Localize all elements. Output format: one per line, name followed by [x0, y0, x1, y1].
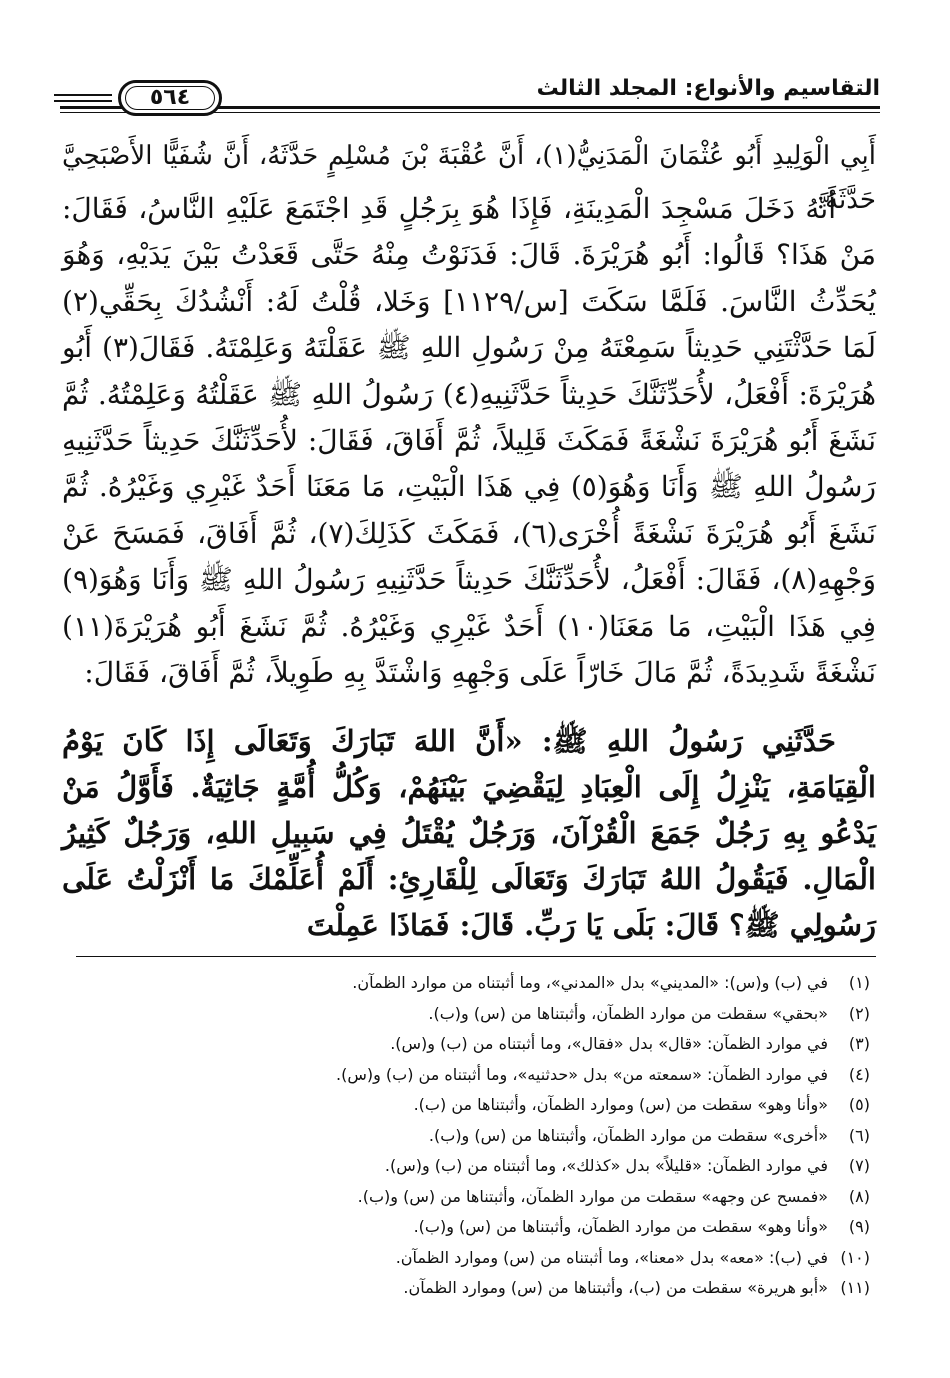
footnote-text: في موارد الظمآن: «قليلاً» بدل «كذلك»، وما أثبتناه من (ب) و(س). — [384, 1156, 828, 1175]
footnote-number: (٧) — [848, 1156, 870, 1175]
footnote — [90, 1090, 870, 1121]
footnote-text: «أخرى» سقطت من موارد الظمآن، وأثبتناها من (س) و(ب). — [428, 1125, 828, 1145]
footnote-number: (٢) — [848, 1003, 870, 1023]
footnote — [90, 1121, 870, 1152]
footnote — [90, 1273, 870, 1304]
footnote — [90, 999, 870, 1030]
page-number: ٥٦٤ — [149, 85, 191, 110]
footnote-number: (١١) — [840, 1278, 870, 1297]
footnote-separator — [76, 956, 876, 957]
footnote-text: في موارد الظمآن: «قال» بدل «فقال»، وما أثبتناه من (ب) و(س). — [390, 1034, 828, 1053]
footnote — [90, 1060, 870, 1091]
footnote-text: «أبو هريرة» سقطت من (ب)، وأثبتناها من (س) وموارد الظمآن. — [403, 1278, 828, 1297]
footnote — [90, 1212, 870, 1243]
footnote-text: «بحقي» سقطت من موارد الظمآن، وأثبتناها من (س) و(ب). — [428, 1003, 828, 1023]
footnote-number: (٦) — [848, 1125, 870, 1145]
narration-paragraph — [62, 186, 876, 696]
narration-text: أَنَّهُ دَخَلَ مَسْجِدَ الْمَدِينَةِ، فَإِذَا هُوَ بِرَجُلٍ قَدِ اجْتَمَعَ عَلَيْهِ النَّاسُ، فَقَالَ: مَنْ هَذَا؟ قَالُوا: أَبُو هُرَيْرَةَ. قَالَ: فَدَنَوْتُ مِنْهُ حَتَّى قَعَدْتُ بَيْنَ يَدَيْهِ، وَهُوَ يُحَدِّثُ النَّاسَ. فَلَمَّا سَكَتَ [س/١١٢٩] وَخَلا، قُلْتُ لَهُ: أَنْشُدُكَ بِحَقِّي(٢) لَمَا حَدَّثْتَنِي حَدِيثاً سَمِعْتَهُ مِنْ رَسُولِ اللهِ ﷺ عَقَلْتَهُ وَعَلِمْتَهُ. فَقَالَ(٣) أَبُو هُرَيْرَةَ: أَفْعَلُ، لأُحَدِّثَنَّكَ حَدِيثاً حَدَّثَنِيهِ(٤) رَسُولُ اللهِ ﷺ عَقَلْتُهُ وَعَلِمْتُهُ. ثُمَّ نَشَغَ أَبُو هُرَيْرَةَ نَشْغَةً فَمَكَثَ قَلِيلاً، ثُمَّ أَفَاقَ، فَقَالَ: لأُحَدِّثَنَّكَ حَدِيثاً حَدَّثَنِيهِ رَسُولُ اللهِ ﷺ وَأَنَا وَهُوَ(٥) فِي هَذَا الْبَيْتِ، مَا مَعَنَا أَحَدٌ غَيْرِي وَغَيْرُهُ. ثُمَّ نَشَغَ أَبُو هُرَيْرَةَ نَشْغَةً أُخْرَى(٦)، فَمَكَثَ كَذَلِكَ(٧)، ثُمَّ أَفَاقَ، فَمَسَحَ عَنْ وَجْهِهِ(٨)، فَقَالَ: أَفْعَلُ، لأُحَدِّثَنَّكَ حَدِيثاً حَدَّثَنِيهِ رَسُولُ اللهِ ﷺ وَأَنَا وَهُوَ(٩) فِي هَذَا الْبَيْتِ، مَا مَعَنَا(١٠) أَحَدٌ غَيْرِي وَغَيْرُهُ. ثُمَّ نَشَغَ أَبُو هُرَيْرَةَ(١١) نَشْغَةً شَدِيدَةً، ثُمَّ مَالَ خَارّاً عَلَى وَجْهِهِ وَاشْتَدَّ بِهِ طَوِيلاً، ثُمَّ أَفَاقَ، فَقَالَ: — [62, 192, 877, 690]
footnote — [90, 1243, 870, 1274]
hadith-paragraph — [62, 718, 876, 948]
footnote — [90, 1151, 870, 1182]
footnote-text: في (ب): «معه» بدل «معنا»، وما أثبتناه من (س) وموارد الظمآن. — [395, 1247, 828, 1267]
hadith-text: حَدَّثَنِي رَسُولُ اللهِ ﷺ: «أَنَّ اللهَ تَبَارَكَ وَتَعَالَى إِذَا كَانَ يَوْمُ الْقِيَامَةِ، يَنْزِلُ إِلَى الْعِبَادِ لِيَقْضِيَ بَيْنَهُمْ، وَكُلُّ أُمَّةٍ جَاثِيَةٌ. فَأَوَّلُ مَنْ يَدْعُو بِهِ رَجُلٌ جَمَعَ الْقُرْآنَ، وَرَجُلٌ يُقْتَلُ فِي سَبِيلِ اللهِ، وَرَجُلٌ كَثِيرُ الْمَالِ. فَيَقُولُ اللهُ تَبَارَكَ وَتَعَالَى لِلْقَارِئِ: أَلَمْ أُعَلِّمْكَ مَا أَنْزَلْتُ عَلَى رَسُولِي ﷺ؟ قَالَ: بَلَى يَا رَبِّ. قَالَ: فَمَاذَا عَمِلْتَ — [62, 724, 876, 942]
page-header — [60, 74, 880, 120]
footnote-text: «وأنا وهو» سقطت من موارد الظمآن، وأثبتناها من (س) و(ب). — [413, 1217, 828, 1236]
header-dash-ornament — [54, 94, 112, 102]
footnote — [90, 968, 870, 999]
footnote-number: (١٠) — [840, 1247, 870, 1267]
footnote-number: (٤) — [848, 1064, 870, 1084]
footnote-text: «فمسح عن وجهه» سقطت من موارد الظمآن، وأثبتناها من (س) و(ب). — [357, 1186, 828, 1206]
chain-of-narration: أَبِي الْوَلِيدِ أَبُو عُثْمَانَ الْمَدَنِيُّ(١)، أَنَّ عُقْبَةَ بْنَ مُسْلِمٍ حَدَّثَهُ، أَنَّ شُفَيًّا الأَصْبَحِيَّ حَدَّثَهُ: — [62, 141, 876, 215]
footnote-number: (٩) — [848, 1217, 870, 1236]
footnote-number: (٥) — [848, 1095, 870, 1114]
footnote-text: في (ب) و(س): «المديني» بدل «المدني»، وما أثبتناه من موارد الظمآن. — [352, 973, 828, 992]
footnote-number: (٣) — [848, 1034, 870, 1053]
footnotes-list — [90, 968, 870, 1304]
footnote — [90, 1182, 870, 1213]
footnote-text: «وأنا وهو» سقطت من (س) وموارد الظمآن، وأثبتناها من (ب). — [413, 1095, 828, 1114]
footnote-number: (١) — [848, 973, 870, 992]
running-title: التقاسيم والأنواع: المجلد الثالث — [527, 76, 880, 101]
footnote-number: (٨) — [848, 1186, 870, 1206]
footnote-text: في موارد الظمآن: «سمعته من» بدل «حدثنيه»، وما أثبتناه من (ب) و(س). — [335, 1064, 828, 1084]
footnote — [90, 1029, 870, 1060]
page-number-frame — [118, 80, 222, 116]
